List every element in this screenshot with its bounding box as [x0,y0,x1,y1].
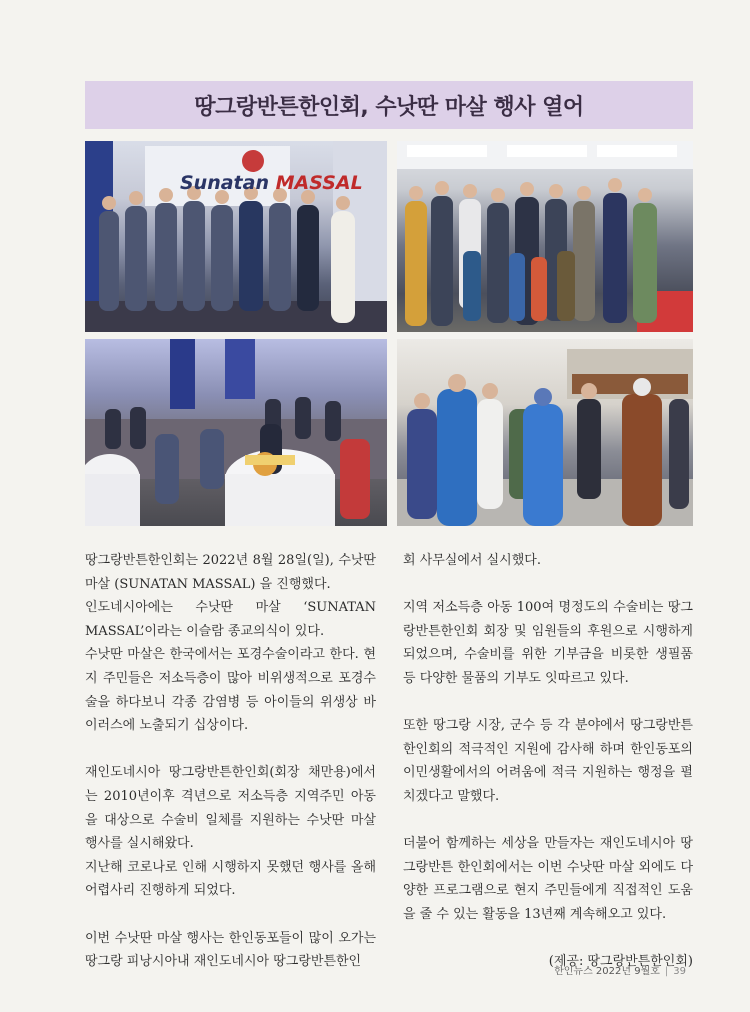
photo-sign-text: Sunatan MASSAL [180,172,363,194]
paragraph: 지난해 코로나로 인해 시행하지 못했던 행사를 올해 어렵사리 진행하게 되었다. [85,859,376,899]
article-title: 땅그랑반튼한인회, 수낫딴 마살 행사 열어 [194,94,584,120]
photo-medical-room-illustration [397,339,693,526]
paragraph-gap [403,927,693,951]
paragraph: 인도네시아에는 수낫딴 마살 ‘SUNATAN MASSAL’이라는 이슬람 종교의식이 있다. [85,600,376,639]
paragraph-gap [403,809,693,833]
paragraph: 재인도네시아 땅그랑반튼한인회(회장 채만용)에서는 2010년이후 격년으로 저소득층 지역주민 아동을 대상으로 수술비 일체를 지원하는 수낫딴 마살 행사를 실시해왔다. [85,765,376,852]
paragraph-gap [403,691,693,715]
paragraph: 이번 수낫딴 마살 행사는 한인동포들이 많이 오가는 땅그랑 피낭시아내 재인도네시아 땅그랑반튼한인 [85,930,376,970]
page-footer [554,962,686,977]
paragraph: 더불어 함께하는 세상을 만들자는 재인도네시아 땅그랑반튼 한인회에서는 이번 수낫딴 마살 외에도 다양한 프로그램으로 현지 주민들에게 직접적인 도움을 줄 수 있는 활동을 13년째 계속해오고 있다. [403,836,693,922]
page-number: 39 [673,966,686,977]
article-title-bar [85,81,693,129]
paragraph: 회 사무실에서 실시했다. [403,553,541,568]
photo-credit: (제공: 땅그랑반튼한인회) [548,954,693,970]
photo-group-indoor-illustration [397,141,693,332]
photo-seated-event-illustration [85,339,387,526]
paragraph: 지역 저소득층 아동 100여 명정도의 수술비는 땅그랑반튼한인회 회장 및 임원들의 후원으로 시행하게 되었으며, 수술비를 위한 기부금을 비롯한 생필품 등 다양한 물품의 기부도 잇따르고 있다. [403,600,693,686]
paragraph-gap [85,903,376,927]
photo-group-stage [85,141,387,332]
photo-group-stage-illustration [85,141,387,332]
paragraph-gap [85,738,376,762]
publication-name: 한인뉴스 2022년 9월호 [554,966,660,977]
paragraph: 또한 땅그랑 시장, 군수 등 각 분야에서 땅그랑반튼한인회의 적극적인 지원에 감사해 하며 한인동포의 이민생활에서의 어려움에 적극 지원하는 행정을 펼치겠다고 말했다. [403,718,693,804]
photo-seated-event [85,339,387,526]
paragraph-gap [403,573,693,597]
photo-group-indoor [397,141,693,332]
paragraph: 땅그랑반튼한인회는 2022년 8월 28일(일), 수낫딴 마살 (SUNATAN MASSAL) 을 진행했다. [85,553,376,592]
paragraph: 수낫딴 마살은 한국에서는 포경수술이라고 한다. 현지 주민들은 저소득층이 많아 비위생적으로 포경수술을 하다보니 각종 감염병 등 아이들의 위생상 바이러스에 노출되기 십상이다. [85,647,376,734]
article-column-right [403,549,693,974]
footer-separator: | [664,966,669,977]
photo-medical-room [397,339,693,526]
article-column-left [85,549,376,974]
